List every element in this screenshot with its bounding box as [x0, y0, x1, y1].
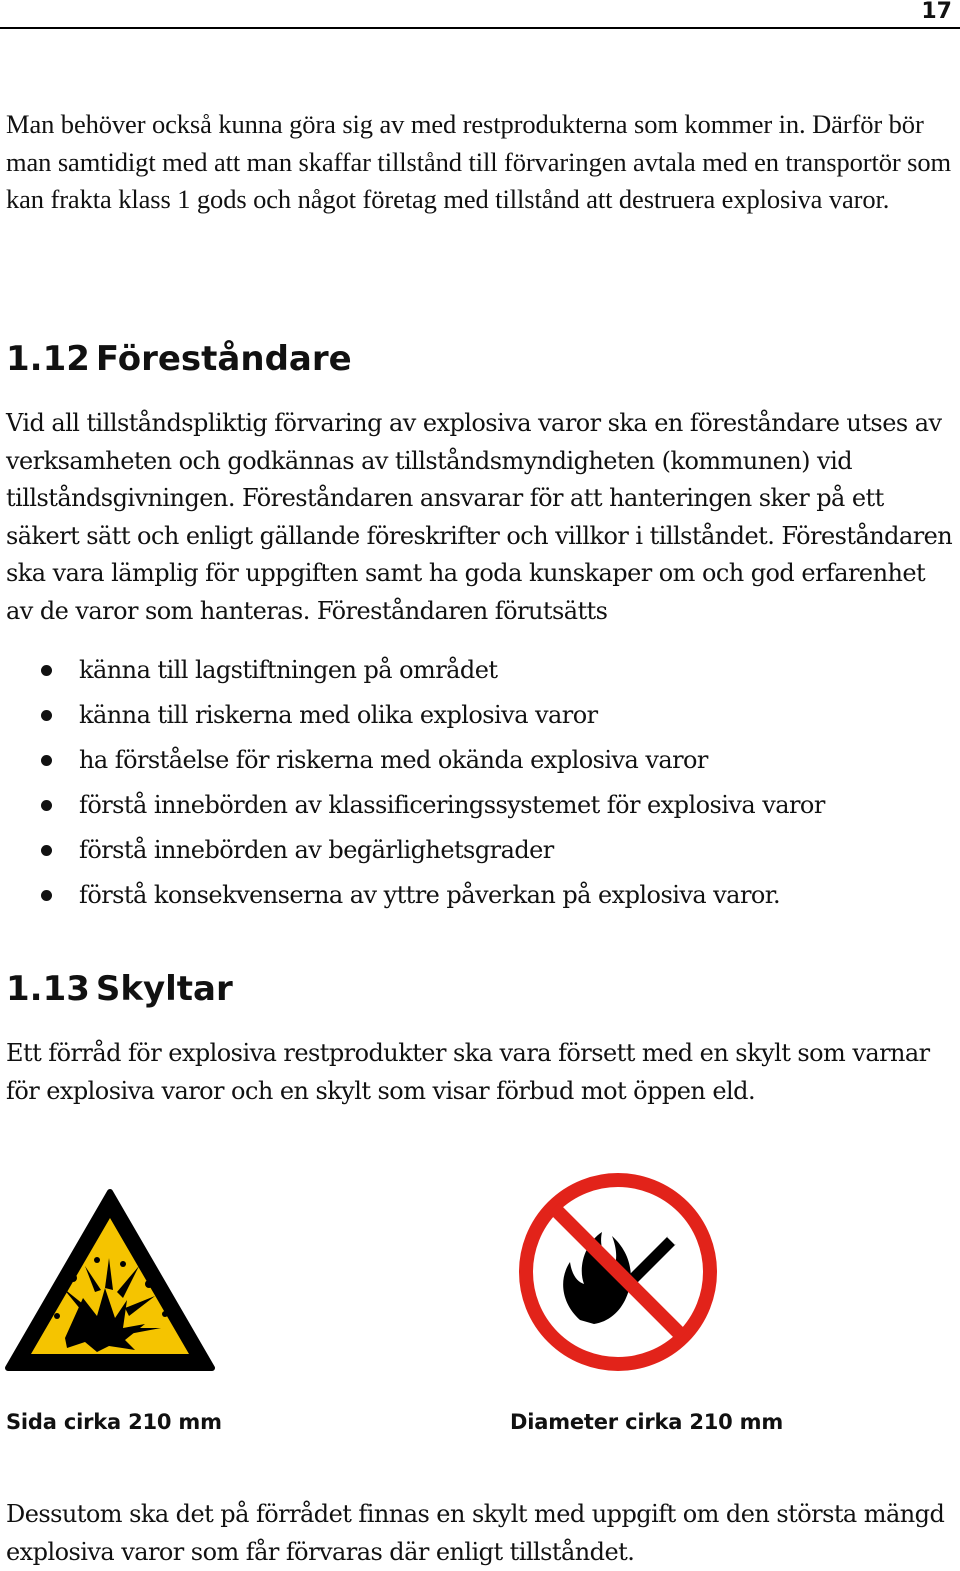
header-divider	[0, 27, 960, 29]
list-item	[0, 695, 950, 740]
list-item	[0, 875, 950, 920]
requirements-list	[0, 650, 950, 920]
bullet-icon	[41, 890, 52, 901]
list-item-text: förstå innebörden av klassificeringssystemet för explosiva varor	[79, 791, 825, 819]
bullet-icon	[41, 845, 52, 856]
section-number: 1.13	[6, 969, 90, 1009]
bullet-icon	[41, 710, 52, 721]
closing-paragraph: Dessutom ska det på förrådet finnas en skylt med uppgift om den största mängd explosiva varor som får förvaras där enligt tillståndet.	[6, 1500, 945, 1566]
sign-caption-prohibition: Diameter cirka 210 mm	[510, 1410, 784, 1434]
section-1-12-paragraph: Vid all tillståndspliktig förvaring av explosiva varor ska en föreståndare utses av verksamheten och godkännas av tillståndsmyndigheten (kommunen) vid tillståndsgivningen. Föreståndaren ansvarar för att hanteringen sker på ett säkert sätt och enligt gällande föreskrifter och villkor i tillståndet. Föreståndaren ska vara lämplig för uppgiften samt ha goda kunskaper om och god erfarenhet av de varor som hanteras. Föreståndaren förutsätts	[6, 409, 953, 625]
sign-caption-triangle: Sida cirka 210 mm	[6, 1410, 222, 1434]
bullet-icon	[41, 755, 52, 766]
list-item-text: förstå innebörden av begärlighetsgrader	[79, 836, 554, 864]
list-item	[0, 785, 950, 830]
list-item-text: känna till riskerna med olika explosiva varor	[79, 701, 598, 729]
section-heading-1-12	[6, 339, 352, 379]
section-heading-1-13	[6, 969, 233, 1009]
bullet-icon	[41, 800, 52, 811]
list-item	[0, 740, 950, 785]
list-item-text: förstå konsekvenserna av yttre påverkan på explosiva varor.	[79, 881, 781, 909]
no-open-fire-prohibition-icon	[518, 1172, 718, 1372]
list-item	[0, 650, 950, 695]
bullet-icon	[41, 665, 52, 676]
explosive-warning-triangle-icon	[5, 1188, 215, 1372]
section-title: Föreståndare	[95, 339, 352, 379]
intro-paragraph: Man behöver också kunna göra sig av med restprodukterna som kommer in. Därför bör man samtidigt med att man skaffar tillstånd till förvaringen avtala med en transportör som kan frakta klass 1 gods och något företag med tillstånd att destruera explosiva varor.	[6, 109, 952, 214]
section-number: 1.12	[6, 339, 90, 379]
list-item-text: ha förståelse för riskerna med okända explosiva varor	[79, 746, 708, 774]
section-title: Skyltar	[95, 969, 233, 1009]
list-item	[0, 830, 950, 875]
section-1-13-paragraph: Ett förråd för explosiva restprodukter ska vara försett med en skylt som varnar för explosiva varor och en skylt som visar förbud mot öppen eld.	[6, 1039, 930, 1105]
list-item-text: känna till lagstiftningen på området	[79, 656, 498, 684]
page-number: 17	[921, 0, 952, 24]
